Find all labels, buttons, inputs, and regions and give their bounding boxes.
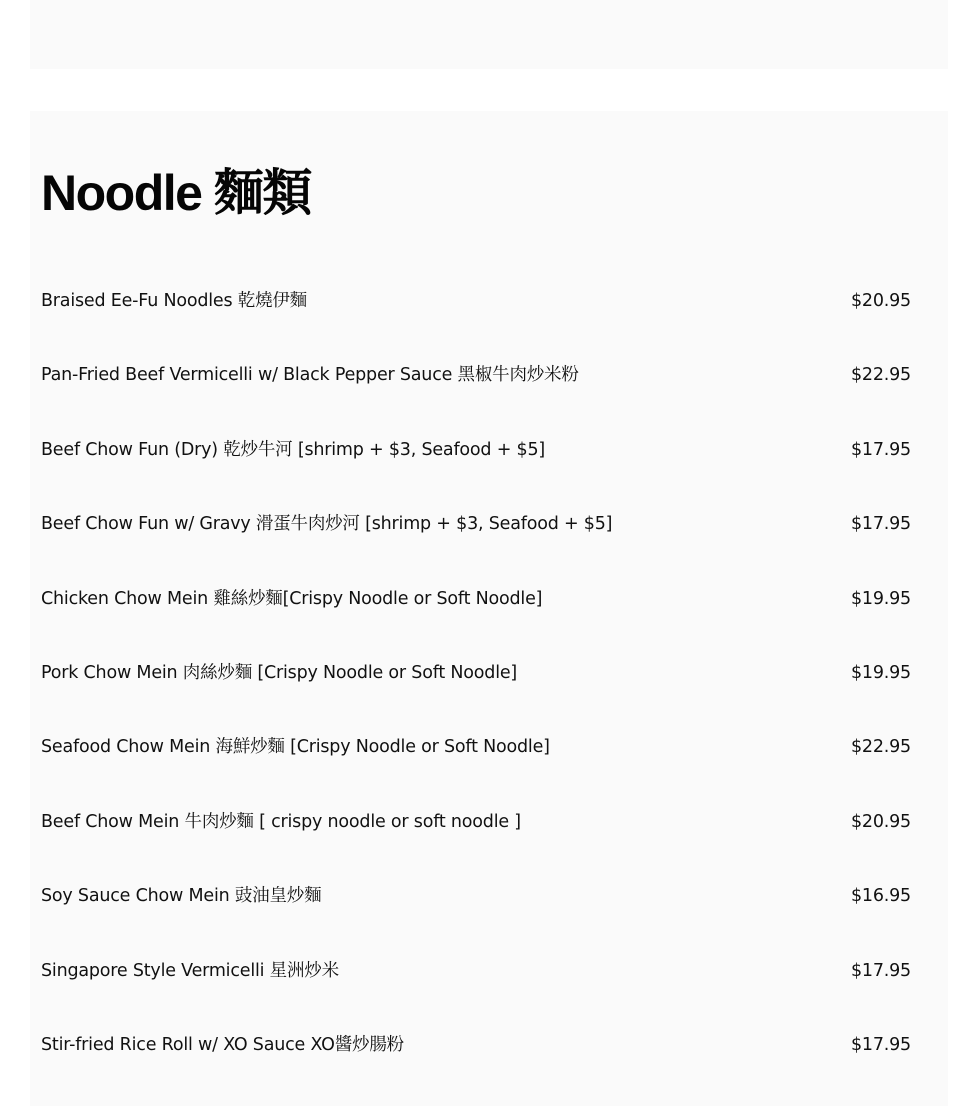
menu-item-name: Beef Chow Mein 牛肉炒麵 [ crispy noodle or soft noodle ]: [41, 811, 521, 832]
menu-item-price: $16.95: [850, 886, 911, 907]
menu-item-price: $20.95: [850, 811, 911, 832]
menu-item: [41, 585, 911, 659]
menu-item-price: $17.95: [850, 960, 911, 981]
menu-item: [41, 733, 911, 807]
menu-item: [41, 1031, 911, 1105]
menu-item-name: Pan-Fried Beef Vermicelli w/ Black Pepper Sauce 黑椒牛肉炒米粉: [41, 365, 579, 386]
previous-section-card: [30, 0, 948, 69]
menu-item-price: $17.95: [850, 1034, 911, 1055]
menu-item-name: Singapore Style Vermicelli 星洲炒米: [41, 960, 339, 981]
menu-item: [41, 882, 911, 956]
menu-item-name: Soy Sauce Chow Mein 豉油皇炒麵: [41, 886, 322, 907]
menu-item-name: Stir-fried Rice Roll w/ XO Sauce XO醬炒腸粉: [41, 1034, 404, 1055]
menu-list: [41, 287, 911, 1105]
menu-item-price: $17.95: [850, 439, 911, 460]
menu-item: [41, 957, 911, 1031]
menu-item-price: $19.95: [850, 588, 911, 609]
menu-item-name: Seafood Chow Mein 海鮮炒麵 [Crispy Noodle or Soft Noodle]: [41, 737, 550, 758]
menu-item-name: Chicken Chow Mein 雞絲炒麵[Crispy Noodle or Soft Noodle]: [41, 588, 543, 609]
noodle-menu-section: [30, 111, 948, 1106]
menu-item: [41, 659, 911, 733]
menu-item-name: Braised Ee-Fu Noodles 乾燒伊麵: [41, 291, 307, 311]
menu-item-price: $19.95: [850, 662, 911, 683]
menu-item-name: Beef Chow Fun w/ Gravy 滑蛋牛肉炒河 [shrimp + $3, Seafood + $5]: [41, 514, 613, 535]
menu-item-price: $22.95: [850, 737, 911, 758]
menu-item-name: Beef Chow Fun (Dry) 乾炒牛河 [shrimp + $3, Seafood + $5]: [41, 439, 546, 460]
menu-item: [41, 808, 911, 882]
menu-item-price: $20.95: [850, 291, 911, 311]
menu-item: [41, 436, 911, 510]
menu-item-price: $22.95: [850, 365, 911, 386]
menu-item: [41, 361, 911, 435]
menu-item: [41, 287, 911, 361]
menu-item-price: $17.95: [850, 514, 911, 535]
section-title: Noodle 麵類: [41, 165, 311, 221]
menu-item-name: Pork Chow Mein 肉絲炒麵 [Crispy Noodle or Soft Noodle]: [41, 662, 518, 683]
menu-item: [41, 510, 911, 584]
